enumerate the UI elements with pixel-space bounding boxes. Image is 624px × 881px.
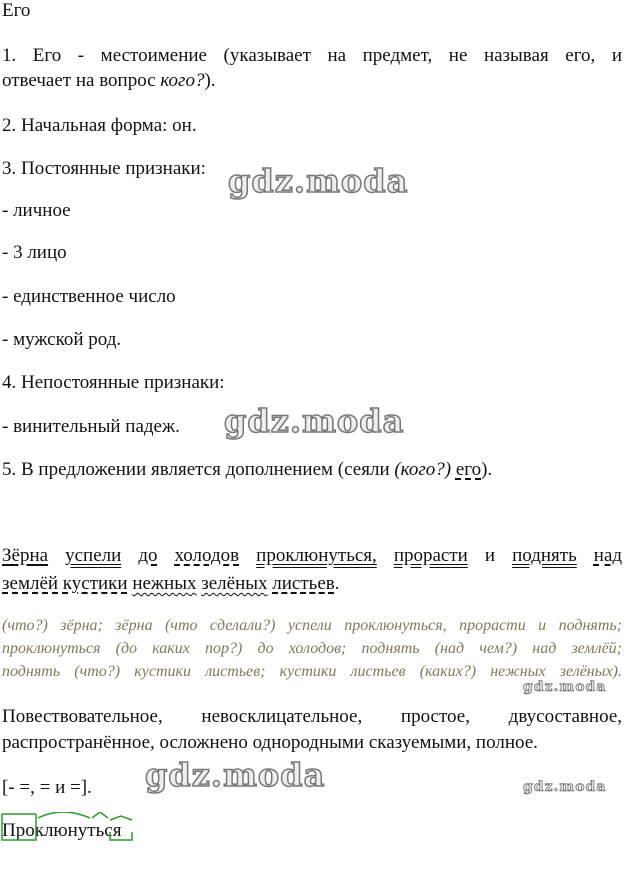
phrases-line3: поднять (что?) кустики листьев; кустики листьев (каких?) нежных зелёных). [2, 663, 622, 680]
predicate-word: успели [65, 545, 122, 566]
suffix-mark [92, 812, 108, 818]
sentence-end: . [334, 573, 340, 594]
watermark-logo: gdz.moda [523, 779, 607, 795]
predicate-word: проклюнуться, [256, 545, 377, 566]
item1-line1: 1. Его - местоимение (указывает на предмет, не называя его, и [2, 45, 622, 66]
characteristic-line1: Повествовательное, невосклицательное, простое, двусоставное, [2, 706, 622, 727]
heading: Его [2, 0, 31, 21]
item5-question: (кого?) [394, 459, 452, 480]
attribute-word: зелёных [201, 573, 268, 594]
postfix-mark [110, 816, 132, 820]
item4: 4. Непостоянные признаки: [2, 372, 225, 393]
watermark-logo: gdz.moda [145, 756, 326, 794]
item4-a: - винительный падеж. [2, 416, 180, 437]
item3-c: - единственное число [2, 286, 176, 307]
item1-text: отвечает на вопрос [2, 70, 161, 91]
prefix-mark [2, 814, 36, 840]
adverbial-word: землёй [2, 573, 59, 594]
item3-d: - мужской род. [2, 329, 122, 350]
subject-word: Зёрна [2, 545, 49, 566]
predicate-word: прорасти [393, 545, 468, 566]
item5 [2, 459, 492, 481]
attribute-word: нежных [132, 573, 197, 594]
item3-b: - 3 лицо [2, 242, 67, 263]
item1-line2 [2, 70, 216, 92]
item2: 2. Начальная форма: он. [2, 115, 197, 136]
item5-object-word: его [455, 459, 482, 480]
item1-end: ). [204, 70, 216, 91]
characteristic-line2: распространённое, осложнено однородными сказуемыми, полное. [2, 732, 538, 753]
root-mark [38, 812, 90, 818]
item3: 3. Постоянные признаки: [2, 158, 206, 179]
sentence-line2 [2, 573, 340, 595]
morpheme-marks [0, 812, 140, 848]
phrases-line1: (что?) зёрна; зёрна (что сделали?) успели проклюнуться, прорасти и поднять; [2, 617, 622, 634]
item5-text: 5. В предложении является дополнением (сеяли [2, 459, 395, 480]
item3-a: - личное [2, 200, 71, 221]
watermark-logo: gdz.moda [228, 162, 409, 200]
watermark-logo: gdz.moda [224, 402, 405, 440]
watermark-logo: gdz.moda [523, 679, 607, 695]
adverbial-word: холодов [174, 545, 240, 566]
conjunction-word: и [484, 545, 496, 566]
morph-word: Проклюнуться [2, 820, 122, 841]
object-word: листьев [272, 573, 335, 594]
predicate-word: поднять [512, 545, 577, 566]
adverbial-word: до [138, 545, 158, 566]
ending-mark [110, 832, 132, 840]
item5-end: ). [481, 459, 493, 480]
object-word: кустики [62, 573, 128, 594]
sentence-line1 [2, 545, 622, 567]
sentence-scheme: [- =, = и =]. [2, 777, 92, 798]
adverbial-word: над [593, 545, 623, 566]
item1-question: кого? [160, 70, 205, 91]
phrases-line2: проклюнуться (до каких пор?) до холодов; поднять (над чем?) над землёй; [2, 640, 622, 657]
